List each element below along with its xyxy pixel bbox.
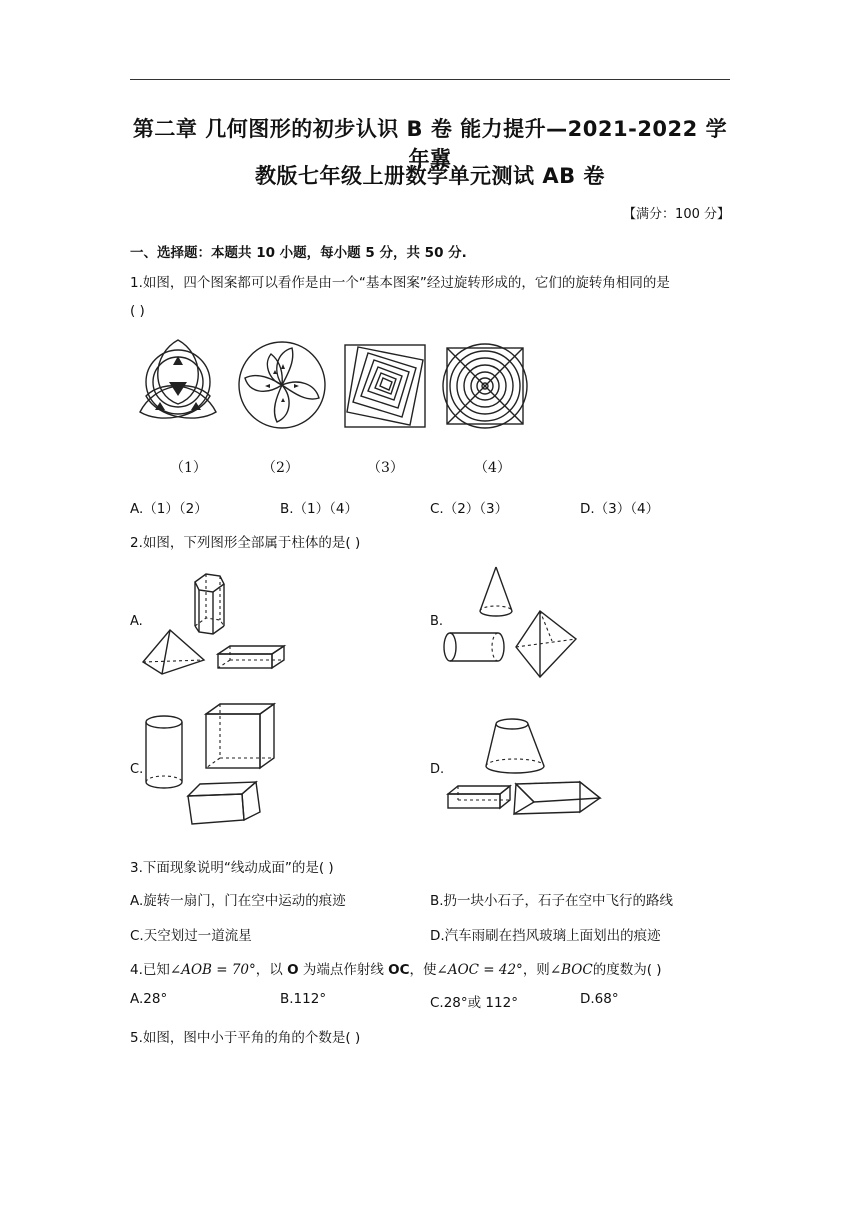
q4-text-c: 为端点作射线 [302,962,384,978]
q1-figure-4 [442,343,528,429]
q4-text-b: ，以 [255,962,283,978]
q1-caption-4: （4） [474,460,511,476]
q2-option-c-label[interactable]: C. [130,762,144,777]
q3-option-c[interactable]: C.天空划过一道流星 [130,928,252,944]
question-2-stem: 2.如图，下列图形全部属于柱体的是( ) [130,535,361,551]
q3-option-d[interactable]: D.汽车雨刷在挡风玻璃上面划出的痕迹 [430,928,661,944]
q2-option-c-figure [140,700,285,830]
q1-caption-3: （3） [367,460,404,476]
question-3-stem: 3.下面现象说明“线动成面”的是( ) [130,860,334,876]
q4-text-e: ，则 [522,962,550,978]
q1-option-a[interactable]: A.（1）（2） [130,501,208,517]
q2-option-b-figure [440,565,585,680]
q1-figure-3 [344,344,426,428]
question-1-paren: ( ) [130,303,145,319]
q1-option-d[interactable]: D.（3）（4） [580,501,660,517]
q2-option-a-label[interactable]: A. [130,614,143,629]
q4-text-a: 4.已知 [130,962,170,978]
q2-option-d-label[interactable]: D. [430,762,445,777]
q2-option-a-figure [140,570,290,680]
question-4-stem [130,958,662,978]
q1-option-c[interactable]: C.（2）（3） [430,501,509,517]
q2-option-b-label[interactable]: B. [430,614,444,629]
q4-text-f: 的度数为( ) [592,962,662,978]
page-title-line2: 教版七年级上册数学单元测试 AB 卷 [255,164,605,188]
section-heading: 一、选择题：本题共 10 小题，每小题 5 分，共 50 分. [130,245,467,261]
q1-figure-2 [237,340,327,430]
full-score-label: 【满分：100 分】 [623,207,730,222]
q3-option-b[interactable]: B.扔一块小石子，石子在空中飞行的路线 [430,893,674,909]
q1-figure-1 [132,334,224,426]
q1-caption-2: （2） [262,460,299,476]
q4-text-d: ，使 [409,962,437,978]
q4-angle-aob: ∠AOB = 70° [169,962,256,978]
question-1-stem: 1.如图，四个图案都可以看作是由一个“基本图案”经过旋转形成的，它们的旋转角相同的是 [130,275,670,291]
q1-caption-1: （1） [170,460,207,476]
question-5-stem: 5.如图，图中小于平角的角的个数是( ) [130,1030,361,1046]
q4-option-d[interactable]: D.68° [580,991,619,1007]
q4-point-o: O [287,962,299,978]
header-rule [130,79,730,80]
q3-option-a[interactable]: A.旋转一扇门，门在空中运动的痕迹 [130,893,346,909]
q4-option-b[interactable]: B.112° [280,991,327,1007]
q4-angle-boc: ∠BOC [549,962,593,978]
q4-ray-oc: OC [388,962,410,978]
q4-angle-aoc: ∠AOC = 42° [436,962,523,978]
q4-option-c[interactable]: C.28°或 112° [430,995,518,1011]
q2-option-d-figure [444,714,604,824]
q4-option-a[interactable]: A.28° [130,991,168,1007]
page-title-line1: 第二章 几何图形的初步认识 B 卷 能力提升—2021-2022 学年冀 [132,117,728,171]
q1-option-b[interactable]: B.（1）（4） [280,501,358,517]
